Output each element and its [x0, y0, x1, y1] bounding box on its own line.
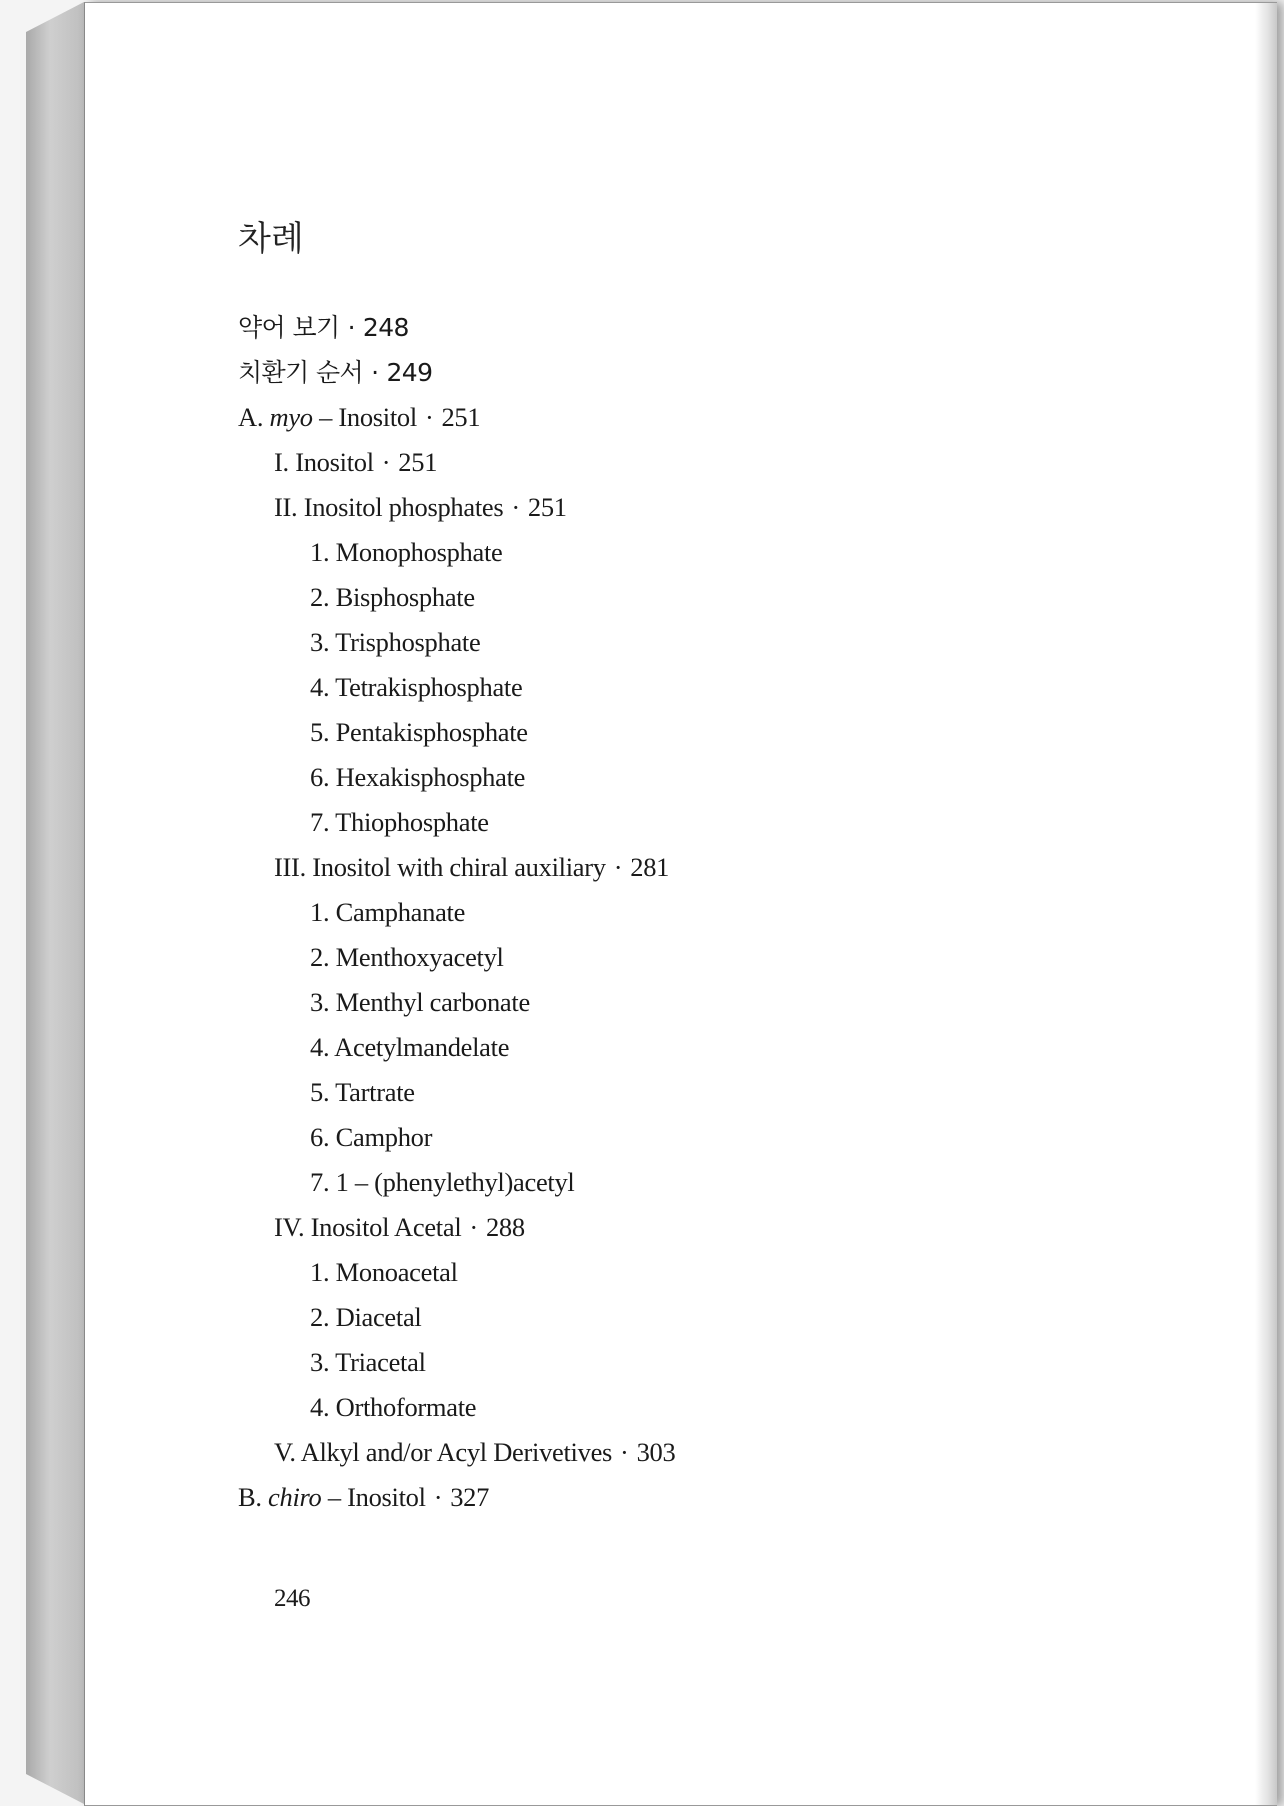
- toc-entry-page: 327: [450, 1482, 490, 1512]
- toc-entry: [238, 1115, 1138, 1160]
- toc-entry: [238, 935, 1138, 980]
- toc-separator: ·: [347, 313, 355, 342]
- toc-entry-page: 281: [630, 852, 670, 882]
- toc-entry-number: 1.: [310, 1257, 336, 1287]
- toc-separator: ·: [381, 447, 391, 477]
- toc-entry: [238, 1250, 1138, 1295]
- page-edge-shadow: [1255, 3, 1277, 1805]
- toc-entry: [238, 395, 1138, 440]
- toc-entry-title: Menthoxyacetyl: [335, 942, 504, 972]
- toc-entry-title: 1 – (phenylethyl)acetyl: [335, 1167, 575, 1197]
- toc-entry-title: Inositol with chiral auxiliary: [312, 852, 606, 882]
- toc-entry: [238, 350, 1138, 395]
- toc-entry-title: Inositol Acetal: [310, 1212, 462, 1242]
- toc-entry-page: 251: [398, 447, 438, 477]
- toc-entry-number: 4.: [310, 1032, 335, 1062]
- toc-entry: [238, 845, 1138, 890]
- toc-entry-title: Monophosphate: [335, 537, 503, 567]
- toc-entry: [238, 1385, 1138, 1430]
- book-page: [84, 2, 1277, 1806]
- toc-entry-page: 303: [636, 1437, 676, 1467]
- page-number: 246: [274, 1585, 310, 1612]
- toc-entry-number: IV.: [274, 1212, 311, 1242]
- toc-entry-italic: myo: [269, 402, 313, 432]
- toc-entry-number: V.: [274, 1437, 301, 1467]
- toc-entry-number: 7.: [310, 807, 336, 837]
- toc-entry-number: I.: [274, 447, 296, 477]
- toc-entry-title: 약어 보기: [238, 313, 340, 342]
- toc-entry-number: 7.: [310, 1167, 336, 1197]
- toc-entry: [238, 440, 1138, 485]
- toc-entry-number: 1.: [310, 537, 336, 567]
- toc-entry-page: 288: [485, 1212, 525, 1242]
- toc-entry-page: 251: [441, 402, 481, 432]
- toc-entry-title: Diacetal: [335, 1302, 422, 1332]
- toc-entry-title: – Inositol: [321, 1482, 426, 1512]
- toc-separator: ·: [613, 852, 623, 882]
- toc-separator: ·: [433, 1482, 443, 1512]
- toc-entry: [238, 1025, 1138, 1070]
- toc-entry-number: 5.: [310, 1077, 336, 1107]
- toc-entry: [238, 755, 1138, 800]
- toc-entry-number: 2.: [310, 942, 336, 972]
- table-of-contents: [238, 305, 1138, 1520]
- toc-entry-italic: chiro: [268, 1482, 322, 1512]
- toc-entry: [238, 980, 1138, 1025]
- toc-separator: ·: [469, 1212, 478, 1242]
- toc-entry-page: 249: [386, 358, 433, 387]
- toc-entry-title: Triacetal: [335, 1347, 426, 1377]
- toc-entry-title: Pentakisphosphate: [335, 717, 528, 747]
- book-spine: [26, 2, 86, 1804]
- toc-entry-title: Acetylmandelate: [334, 1032, 510, 1062]
- toc-entry: [238, 1340, 1138, 1385]
- toc-entry: [238, 485, 1138, 530]
- toc-entry-number: A.: [238, 402, 270, 432]
- toc-entry: [238, 575, 1138, 620]
- toc-separator: ·: [620, 1437, 629, 1467]
- toc-entry-page: 248: [362, 313, 409, 342]
- toc-entry-number: 1.: [310, 897, 336, 927]
- toc-entry-number: 3.: [310, 627, 336, 657]
- toc-entry-title: – Inositol: [312, 402, 417, 432]
- toc-entry-title: 치환기 순서: [238, 358, 364, 387]
- toc-entry: [238, 530, 1138, 575]
- toc-entry: [238, 1295, 1138, 1340]
- toc-entry: [238, 620, 1138, 665]
- toc-entry-page: 251: [527, 492, 567, 522]
- toc-entry-title: Tetrakisphosphate: [335, 672, 523, 702]
- toc-separator: ·: [371, 358, 379, 387]
- toc-entry: [238, 1430, 1138, 1475]
- toc-entry-title: Hexakisphosphate: [335, 762, 526, 792]
- toc-entry-title: Orthoformate: [335, 1392, 477, 1422]
- toc-entry: [238, 1475, 1138, 1520]
- toc-entry: [238, 665, 1138, 710]
- toc-entry-title: Inositol: [295, 447, 374, 477]
- toc-entry: [238, 1160, 1138, 1205]
- toc-entry-title: Bisphosphate: [335, 582, 475, 612]
- toc-entry-number: 3.: [310, 987, 336, 1017]
- toc-entry: [238, 1070, 1138, 1115]
- toc-entry: [238, 800, 1138, 845]
- toc-entry: [238, 890, 1138, 935]
- toc-entry: [238, 1205, 1138, 1250]
- toc-entry-title: Trisphosphate: [335, 627, 481, 657]
- toc-entry-number: 6.: [310, 1122, 336, 1152]
- toc-entry-number: 6.: [310, 762, 336, 792]
- toc-entry: [238, 305, 1138, 350]
- toc-entry-number: 2.: [310, 582, 336, 612]
- toc-entry-title: Monoacetal: [335, 1257, 458, 1287]
- toc-separator: ·: [424, 402, 434, 432]
- toc-entry-number: B.: [238, 1482, 269, 1512]
- toc-title: 차례: [238, 219, 304, 259]
- toc-entry-title: Menthyl carbonate: [335, 987, 530, 1017]
- toc-entry-title: Camphor: [335, 1122, 433, 1152]
- toc-entry-number: 5.: [310, 717, 336, 747]
- toc-separator: ·: [511, 492, 520, 522]
- toc-entry-number: 3.: [310, 1347, 336, 1377]
- toc-entry-title: Alkyl and/or Acyl Derivetives: [300, 1437, 613, 1467]
- toc-entry-number: II.: [274, 492, 304, 522]
- toc-entry-number: 4.: [310, 672, 336, 702]
- toc-entry-title: Thiophosphate: [335, 807, 489, 837]
- toc-entry-title: Camphanate: [335, 897, 466, 927]
- toc-entry-title: Tartrate: [335, 1077, 415, 1107]
- toc-entry-number: 2.: [310, 1302, 336, 1332]
- toc-entry: [238, 710, 1138, 755]
- toc-entry-number: 4.: [310, 1392, 336, 1422]
- toc-entry-title: Inositol phosphates: [303, 492, 504, 522]
- toc-entry-number: III.: [274, 852, 313, 882]
